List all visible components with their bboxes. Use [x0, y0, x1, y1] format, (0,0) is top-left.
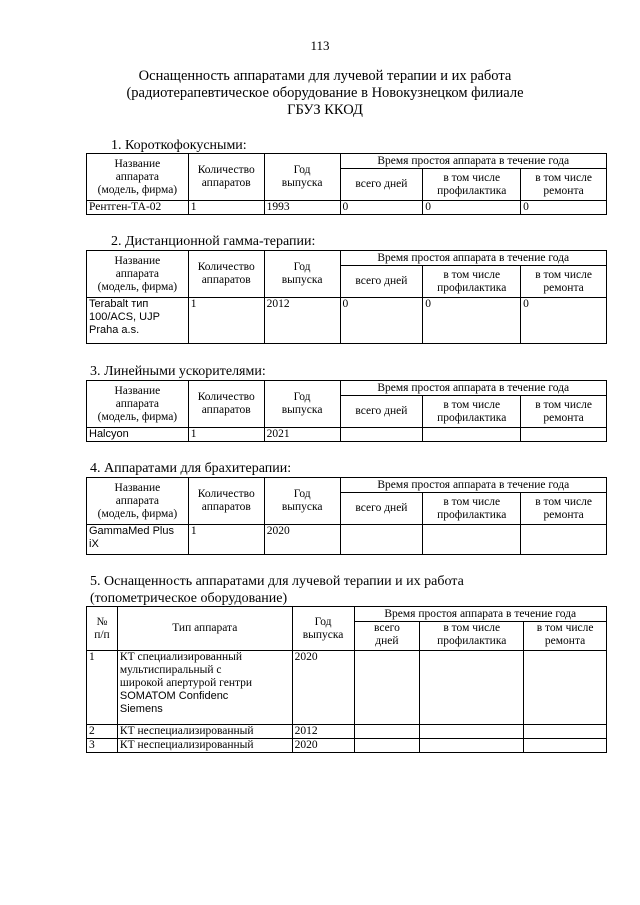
header-text: Название [114, 254, 161, 267]
cell-num: 2 [87, 725, 118, 739]
header-text: выпуска [302, 628, 344, 641]
header-text: Год [293, 261, 311, 273]
heading-line: (топометрическое оборудование) [90, 591, 288, 606]
header-text: всего [373, 622, 400, 634]
header-text: аппаратов [201, 177, 251, 189]
cell-text: мультиспиральный с [119, 664, 222, 676]
header-text: Название [114, 481, 161, 494]
section-heading-4: 4. Аппаратами для брахитерапии: [90, 461, 292, 476]
cell-text: КТ специализированный [119, 651, 243, 663]
header-text: Год [293, 488, 311, 500]
equipment-table-3 [86, 380, 607, 442]
cell-total [340, 428, 423, 442]
col-header-name [87, 251, 189, 298]
cell-total [354, 739, 420, 753]
cell-year: 2020 [292, 651, 354, 725]
page-title [90, 68, 560, 119]
header-text: аппарата [115, 267, 159, 280]
cell-prophylaxis [423, 428, 521, 442]
header-text: в том числе [443, 171, 501, 184]
header-text: профилактика [437, 184, 507, 197]
cell-text: SOMATOM Confidenc [119, 690, 229, 702]
title-line: ГБУЗ ККОД [287, 102, 363, 118]
header-text: аппарата [115, 397, 159, 410]
cell-type: КТ неспециализированный [117, 739, 292, 753]
table-row [87, 428, 607, 442]
cell-name [87, 298, 189, 344]
header-text: аппаратов [201, 404, 251, 416]
cell-prophylaxis [420, 725, 524, 739]
col-header-year [264, 154, 340, 201]
header-text: аппарата [115, 170, 159, 183]
cell-prophylaxis [423, 525, 521, 555]
cell-prophylaxis: 0 [423, 298, 521, 344]
cell-prophylaxis [420, 739, 524, 753]
header-text: Количество [197, 261, 255, 273]
col-header-count [188, 381, 264, 428]
cell-text: GammaMed Plus [89, 525, 174, 537]
cell-year: 2020 [264, 525, 340, 555]
col-header-downtime: Время простоя аппарата в течение года [340, 251, 606, 266]
col-header-count [188, 251, 264, 298]
cell-prophylaxis [420, 651, 524, 725]
header-text: профилактика [437, 281, 507, 294]
equipment-table-4 [86, 477, 607, 555]
table-row [87, 651, 607, 725]
col-header-prophylaxis [420, 622, 524, 651]
col-header-name [87, 381, 189, 428]
header-text: в том числе [443, 495, 501, 508]
header-text: выпуска [281, 177, 323, 189]
cell-count: 1 [188, 428, 264, 442]
col-header-num [87, 607, 118, 651]
cell-count: 1 [188, 298, 264, 344]
col-header-year [292, 607, 354, 651]
header-text: выпуска [281, 274, 323, 286]
header-text: аппаратов [201, 501, 251, 513]
col-header-name [87, 154, 189, 201]
header-text: Количество [197, 488, 255, 500]
cell-text: Praha a.s. [89, 324, 140, 336]
cell-name: Halcyon [87, 428, 189, 442]
col-header-prophylaxis [423, 493, 521, 525]
cell-num: 1 [87, 651, 118, 725]
col-header-repair [521, 266, 607, 298]
header-text: аппарата [115, 494, 159, 507]
col-header-total: всего дней [340, 266, 423, 298]
header-text: в том числе [535, 171, 592, 184]
header-text: ремонта [543, 281, 584, 294]
cell-text: Siemens [119, 703, 163, 715]
col-header-downtime: Время простоя аппарата в течение года [340, 381, 606, 396]
header-text: (модель, фирма) [97, 280, 178, 293]
cell-text: 100/ACS, UJP [89, 311, 160, 323]
header-text: в том числе [536, 622, 594, 634]
cell-total: 0 [340, 201, 423, 215]
table-row [87, 739, 607, 753]
col-header-year [264, 251, 340, 298]
col-header-downtime: Время простоя аппарата в течение года [340, 478, 606, 493]
table-row [87, 298, 607, 344]
header-text: в том числе [443, 622, 501, 634]
header-text: выпуска [281, 404, 323, 416]
header-text: в том числе [535, 495, 592, 508]
cell-repair [524, 651, 607, 725]
header-text: выпуска [281, 501, 323, 513]
col-header-total: всего дней [340, 169, 423, 201]
table-row [87, 201, 607, 215]
cell-year: 2020 [292, 739, 354, 753]
header-text: в том числе [443, 398, 501, 411]
col-header-name [87, 478, 189, 525]
col-header-downtime: Время простоя аппарата в течение года [340, 154, 606, 169]
header-text: дней [375, 635, 399, 647]
table-row [87, 525, 607, 555]
col-header-prophylaxis [423, 266, 521, 298]
header-text: профилактика [437, 635, 507, 647]
header-text: № [96, 615, 108, 628]
title-line: Оснащенность аппаратами для лучевой терапии и их работа [138, 68, 512, 84]
header-text: Год [314, 615, 332, 628]
cell-name [87, 525, 189, 555]
cell-year: 2021 [264, 428, 340, 442]
page-number: 113 [310, 38, 330, 53]
header-text: Год [293, 164, 311, 176]
col-header-type: Тип аппарата [117, 607, 292, 651]
cell-count: 1 [188, 525, 264, 555]
col-header-total: всего дней [340, 396, 423, 428]
col-header-repair [521, 493, 607, 525]
header-text: (модель, фирма) [97, 183, 178, 196]
col-header-year [264, 478, 340, 525]
cell-name: Рентген-ТА-02 [87, 201, 189, 215]
col-header-repair [521, 169, 607, 201]
col-header-count [188, 478, 264, 525]
header-text: в том числе [443, 268, 501, 281]
table-row [87, 725, 607, 739]
cell-year: 2012 [264, 298, 340, 344]
cell-count: 1 [188, 201, 264, 215]
header-text: ремонта [543, 508, 584, 521]
header-text: в том числе [535, 398, 592, 411]
equipment-table-1 [86, 153, 607, 215]
cell-text: iX [89, 538, 99, 550]
col-header-count [188, 154, 264, 201]
cell-total [354, 651, 420, 725]
header-text: (модель, фирма) [97, 410, 178, 423]
section-heading-1: 1. Короткофокусными: [111, 138, 247, 153]
header-text: Название [114, 384, 161, 397]
cell-prophylaxis: 0 [423, 201, 521, 215]
cell-repair: 0 [521, 201, 607, 215]
header-text: профилактика [437, 508, 507, 521]
cell-total: 0 [340, 298, 423, 344]
cell-repair: 0 [521, 298, 607, 344]
header-text: ремонта [543, 184, 584, 197]
cell-repair [521, 525, 607, 555]
col-header-repair [521, 396, 607, 428]
equipment-table-2 [86, 250, 607, 344]
cell-year: 1993 [264, 201, 340, 215]
cell-total [340, 525, 423, 555]
topometric-table [86, 606, 607, 753]
header-text: ремонта [544, 635, 586, 647]
section-heading-5 [90, 573, 464, 607]
header-text: (модель, фирма) [97, 507, 178, 520]
header-text: в том числе [535, 268, 592, 281]
cell-year: 2012 [292, 725, 354, 739]
cell-total [354, 725, 420, 739]
header-text: Количество [197, 164, 255, 176]
title-line: (радиотерапевтическое оборудование в Новокузнецком филиале [126, 85, 524, 101]
section-heading-2: 2. Дистанционной гамма-терапии: [111, 234, 316, 249]
col-header-prophylaxis [423, 396, 521, 428]
col-header-total: всего дней [340, 493, 423, 525]
cell-repair [524, 739, 607, 753]
cell-text: широкой апертурой гентри [119, 677, 253, 689]
cell-num: 3 [87, 739, 118, 753]
header-text: аппаратов [201, 274, 251, 286]
cell-repair [524, 725, 607, 739]
col-header-year [264, 381, 340, 428]
cell-text: Terabalt тип [89, 298, 149, 310]
heading-line: 5. Оснащенность аппаратами для лучевой терапии и их работа [90, 574, 464, 589]
header-text: Название [114, 157, 161, 170]
header-text: профилактика [437, 411, 507, 424]
col-header-repair [524, 622, 607, 651]
cell-repair [521, 428, 607, 442]
header-text: Количество [197, 391, 255, 403]
section-heading-3: 3. Линейными ускорителями: [90, 364, 266, 379]
cell-type [117, 651, 292, 725]
header-text: ремонта [543, 411, 584, 424]
col-header-total [354, 622, 420, 651]
col-header-downtime: Время простоя аппарата в течение года [354, 607, 606, 622]
header-text: п/п [94, 628, 110, 641]
header-text: Год [293, 391, 311, 403]
cell-type: КТ неспециализированный [117, 725, 292, 739]
col-header-prophylaxis [423, 169, 521, 201]
